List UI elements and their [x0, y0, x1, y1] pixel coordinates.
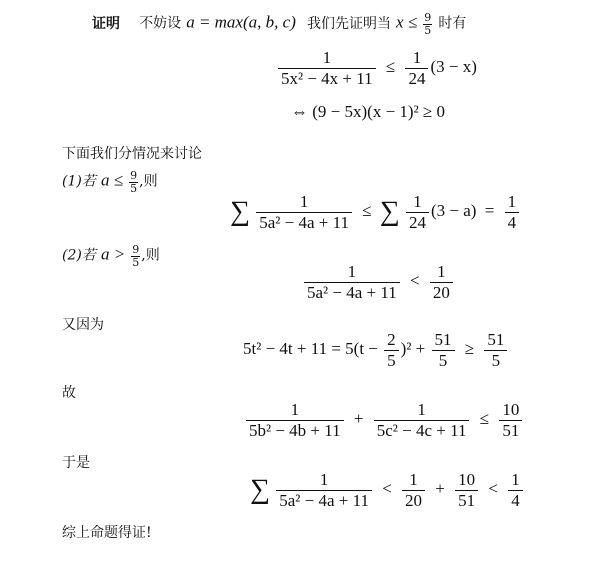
eq1-rhs-tail: (3 − x): [430, 56, 477, 76]
t-equation: [243, 330, 509, 370]
case1-mid-num: 1: [406, 192, 429, 213]
final-fraction-3: [455, 470, 478, 510]
case1-op1: ≤: [362, 200, 372, 220]
t-eq-mid: )² +: [400, 338, 426, 358]
case2-cond-fraction: [131, 244, 140, 268]
final-equation: [250, 470, 525, 510]
eq2-text: ⇔ (9 − 5x)(x − 1)² ≥ 0: [291, 102, 445, 121]
case1-sum-1: ∑: [230, 196, 250, 228]
case2-rhs-fraction: [430, 262, 453, 302]
eq1-rhs-num: 1: [405, 48, 428, 69]
case1-rhs-fraction: [505, 192, 520, 232]
case2-label: (2)若: [62, 247, 96, 264]
case1-mid-tail: (3 − a): [431, 200, 477, 220]
t-eq-f3-den: 5: [491, 350, 501, 370]
case2-op: <: [409, 270, 420, 290]
case1-rhs-num: 1: [505, 192, 520, 213]
bc-f3-den: 51: [502, 420, 520, 440]
t-eq-lhs: 5t² − 4t + 11 = 5(t −: [243, 338, 378, 358]
case2-tail: ,则: [141, 247, 160, 264]
bc-fraction-3: [499, 400, 522, 440]
final-f3-num: 10: [455, 470, 478, 491]
bc-f1-den: 5b² − 4b + 11: [249, 420, 341, 440]
case1-op2: =: [484, 200, 495, 220]
case2-rhs-den: 20: [432, 282, 450, 302]
intro-text-2: 我们先证明当: [306, 15, 391, 32]
therefore-line: 故: [62, 385, 76, 401]
intro-cond-num: 9: [424, 11, 432, 24]
final-fraction-4: [508, 470, 523, 510]
proof-label: 证明: [92, 15, 120, 32]
final-f2-den: 20: [405, 490, 423, 510]
intro-cond-den: 5: [424, 23, 432, 37]
conclusion-line: 综上命题得证!: [62, 525, 152, 541]
thus-line: 于是: [62, 455, 90, 471]
final-sum: ∑: [250, 474, 270, 506]
t-eq-op: ≥: [464, 338, 475, 358]
case1-mid-den: 24: [409, 212, 427, 232]
eq1-lhs-fraction: [278, 48, 376, 88]
final-f2-num: 1: [402, 470, 425, 491]
because-line: 又因为: [62, 317, 104, 333]
case1-cond-num: 9: [130, 169, 138, 182]
final-fraction-2: [402, 470, 425, 510]
case1-sum-2: ∑: [379, 196, 400, 228]
eq1-rhs-fraction: [405, 48, 428, 88]
intro-math: a = max(a, b, c): [186, 12, 296, 32]
discussion-line: 下面我们分情况来讨论: [62, 146, 202, 162]
t-eq-fraction-2: [432, 330, 455, 370]
t-eq-f1-num: 2: [384, 330, 399, 351]
case1-lhs-fraction: [256, 192, 352, 232]
case1-equation: [230, 192, 521, 232]
case1-label: (1)若: [62, 173, 96, 190]
case1-lhs-den: 5a² − 4a + 11: [259, 212, 349, 232]
case2-lhs-den: 5a² − 4a + 11: [307, 282, 397, 302]
bc-fraction-2: [374, 400, 470, 440]
intro-text-3: 时有: [438, 15, 467, 32]
final-f4-den: 4: [511, 490, 520, 510]
bc-fraction-1: [246, 400, 344, 440]
case2-cond-den: 5: [132, 255, 140, 269]
final-plus: +: [435, 478, 445, 498]
final-f3-den: 51: [458, 490, 476, 510]
t-eq-f3-num: 51: [484, 330, 507, 351]
equation-2: [291, 102, 445, 122]
case1-cond: a ≤: [100, 170, 124, 190]
equation-1: [276, 48, 477, 88]
case1-lhs-num: 1: [256, 192, 352, 213]
intro-text-1: 不妨设: [139, 15, 182, 32]
intro-cond-fraction: [423, 12, 432, 36]
final-f4-num: 1: [508, 470, 523, 491]
t-eq-f2-den: 5: [438, 350, 448, 370]
case1-rhs-den: 4: [507, 212, 517, 232]
bc-plus: +: [353, 408, 364, 428]
bc-op: ≤: [479, 408, 490, 428]
final-f1-num: 1: [276, 470, 372, 491]
intro-cond: x ≤: [396, 12, 418, 32]
eq1-op: ≤: [385, 56, 396, 76]
case1-cond-den: 5: [130, 181, 138, 195]
t-eq-f1-den: 5: [387, 350, 396, 370]
bc-f2-den: 5c² − 4c + 11: [376, 420, 467, 440]
eq1-lhs-num: 1: [278, 48, 376, 69]
t-eq-fraction-1: [384, 330, 399, 370]
case2-lhs-fraction: [304, 262, 400, 302]
bc-f1-num: 1: [246, 400, 344, 421]
bc-equation: [244, 400, 524, 440]
proof-intro-line: [92, 12, 466, 36]
case1-mid-fraction: [406, 192, 429, 232]
final-op1: <: [382, 478, 392, 498]
final-fraction-1: [276, 470, 372, 510]
t-eq-fraction-3: [484, 330, 507, 370]
final-op2: <: [488, 478, 498, 498]
bc-f2-num: 1: [374, 400, 470, 421]
final-f1-den: 5a² − 4a + 11: [279, 490, 369, 510]
case2-rhs-num: 1: [430, 262, 453, 283]
eq1-lhs-den: 5x² − 4x + 11: [281, 68, 373, 88]
eq1-rhs-den: 24: [408, 68, 426, 88]
case2-lhs-num: 1: [304, 262, 400, 283]
case1-label-line: [62, 170, 158, 194]
case2-cond-num: 9: [132, 243, 140, 256]
bc-f3-num: 10: [499, 400, 522, 421]
case1-tail: ,则: [139, 173, 158, 190]
case2-cond: a >: [100, 244, 126, 264]
case1-cond-fraction: [129, 170, 138, 194]
t-eq-f2-num: 51: [432, 330, 455, 351]
case2-label-line: [62, 244, 160, 268]
case2-equation: [302, 262, 455, 302]
